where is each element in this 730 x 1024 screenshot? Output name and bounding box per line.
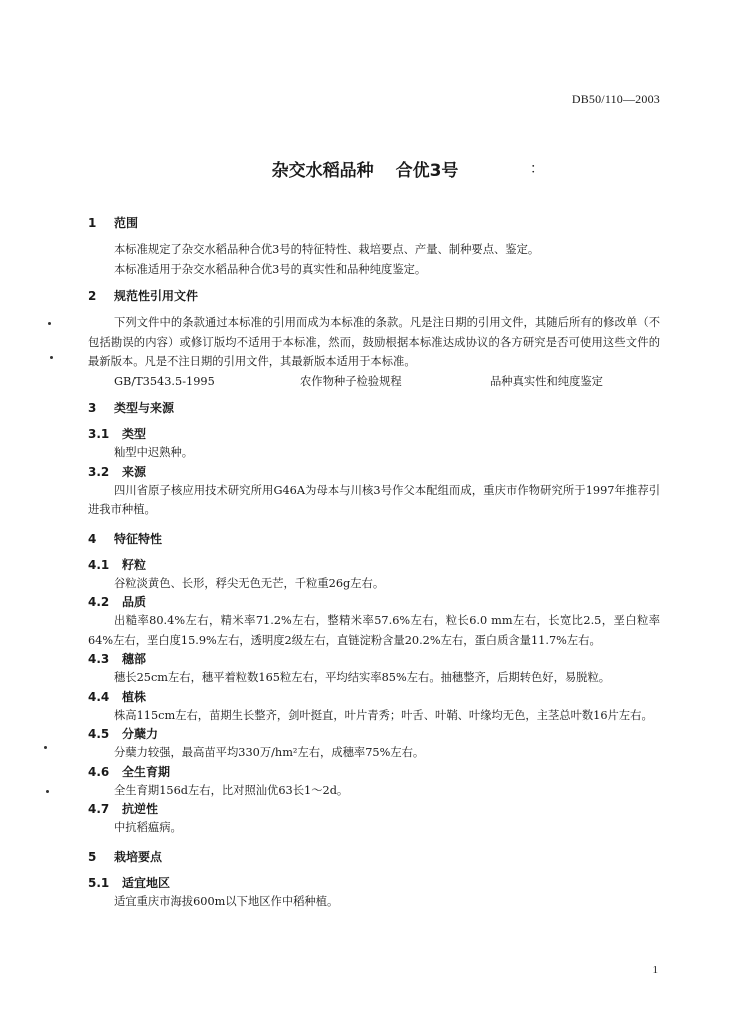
section-5-heading: 5 栽培要点 [88, 849, 163, 864]
title-part-2: 合优3号 [395, 161, 459, 181]
subsection-5-1-heading: 5.1 适宜地区 [88, 875, 171, 890]
scan-speck [50, 356, 53, 359]
page-title [0, 156, 730, 181]
scan-speck [44, 746, 47, 749]
section-2-heading: 2 规范性引用文件 [88, 289, 199, 303]
reference-part: 品种真实性和纯度鉴定 [490, 374, 603, 388]
section-3-heading: 3 类型与来源 [88, 401, 175, 415]
subsection-3-1-text: 籼型中迟熟种。 [114, 446, 194, 459]
subsection-4-1-heading: 4.1 籽粒 [88, 557, 147, 572]
reference-name: 农作物种子检验规程 [300, 374, 402, 388]
subsection-4-5-heading: 4.5 分蘖力 [88, 727, 159, 741]
subsection-4-2-heading: 4.2 品质 [88, 595, 147, 609]
section-1-paragraph-1: 本标准规定了杂交水稻品种合优3号的特征特性、栽培要点、产量、制种要点、鉴定。 [114, 243, 540, 256]
reference-code: GB/T3543.5-1995 [114, 374, 215, 388]
title-mark: ： [530, 161, 544, 177]
subsection-4-4-text: 株高115cm左右，苗期生长整齐，剑叶挺直，叶片青秀；叶舌、叶鞘、叶缘均无色，主茎总叶数16片左右。 [114, 708, 653, 722]
subsection-4-1-text: 谷粒淡黄色、长形，稃尖无色无芒，千粒重26g左右。 [114, 576, 385, 590]
subsection-4-5-text: 分蘖力较强，最高苗平均330万/hm²左右，成穗率75%左右。 [114, 746, 425, 759]
section-2-paragraph: 下列文件中的条款通过本标准的引用而成为本标准的条款。凡是注日期的引用文件，其随后所有的修改单（不包括勘误的内容）或修订版均不适用于本标准，然而，鼓励根据本标准达成协议的各方研究是否可使用这些文件的最新版本。凡是不注日期的引用文件，其最新版本适用于本标准。 [88, 316, 660, 368]
section-1-paragraph-2: 本标准适用于杂交水稻品种合优3号的真实性和品种纯度鉴定。 [114, 262, 427, 276]
scan-speck [48, 322, 51, 325]
subsection-4-3-heading: 4.3 穗部 [88, 652, 147, 666]
subsection-4-3-text: 穗长25cm左右，穗平着粒数165粒左右，平均结实率85%左右。抽穗整齐，后期转色好，易脱粒。 [114, 671, 611, 684]
scan-speck [46, 790, 49, 793]
subsection-5-1-text: 适宜重庆市海拔600m以下地区作中稻种植。 [114, 894, 339, 908]
section-4-heading: 4 特征特性 [88, 531, 163, 546]
section-1-heading: 1 范围 [88, 216, 139, 230]
document-number: DB50/110—2003 [571, 92, 660, 106]
subsection-4-6-heading: 4.6 全生育期 [88, 764, 171, 779]
document-body [88, 214, 660, 911]
subsection-4-7-text: 中抗稻瘟病。 [114, 821, 182, 834]
normative-reference-row [88, 372, 660, 392]
subsection-4-7-heading: 4.7 抗逆性 [88, 802, 159, 816]
title-part-1: 杂交水稻品种 [271, 161, 374, 181]
subsection-4-6-text: 全生育期156d左右，比对照汕优63长1～2d。 [114, 783, 349, 797]
subsection-3-2-heading: 3.2 来源 [88, 464, 147, 479]
subsection-3-1-heading: 3.1 类型 [88, 427, 147, 441]
subsection-4-2-text: 出糙率80.4%左右，精米率71.2%左右，整精米率57.6%左右，粒长6.0 mm左右，长宽比2.5，垩白粒率64%左右，垩白度15.9%左右，透明度2级左右，直链淀粉含量20.2%左右，蛋白质含量11.7%左右。 [88, 614, 660, 647]
subsection-3-2-text: 四川省原子核应用技术研究所用G46A为母本与川核3号作父本配组而成，重庆市作物研究所于1997年推荐引进我市种植。 [88, 483, 660, 516]
subsection-4-4-heading: 4.4 植株 [88, 689, 147, 704]
page-number: 1 [652, 964, 658, 976]
